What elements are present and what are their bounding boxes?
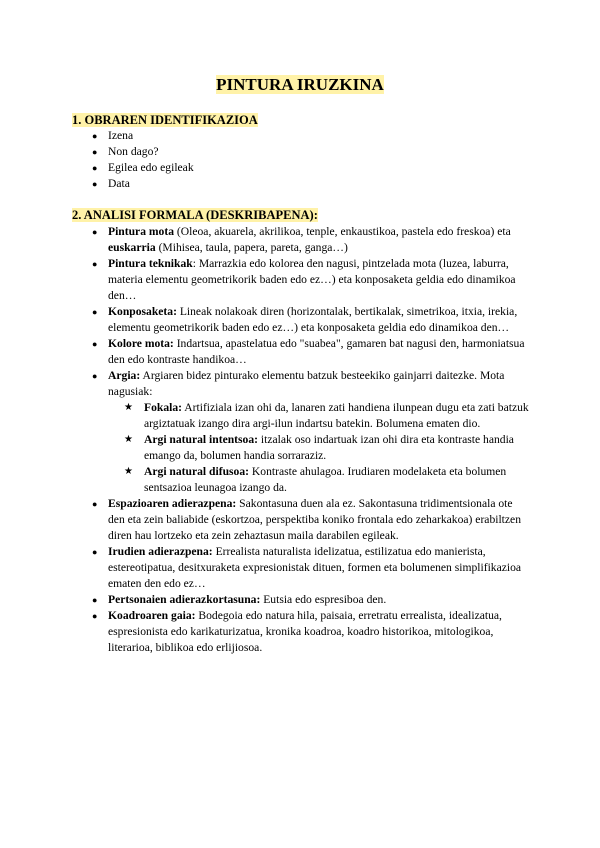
bullet-icon: ● bbox=[92, 339, 98, 349]
list-item: ● Konposaketa: Lineak nolakoak diren (horizontalak, bertikalak, simetrikoa, itxia, irekia, elementu geometrikorik baden edo ez…) eta konposaketa geldia edo dinamikoa den… bbox=[92, 305, 518, 334]
list-item: ● Koadroaren gaia: Bodegoia edo natura hila, paisaia, erretratu errealista, idealizatua, espresionista edo karikaturizatua, kronika koadroa, koadro historikoa, mitologikoa, literarioa, biblikoa edo erlijiosoa. bbox=[92, 609, 502, 654]
bullet-icon: ● bbox=[92, 307, 98, 317]
bullet-icon: ● bbox=[92, 547, 98, 557]
formal-analysis-list bbox=[92, 224, 532, 656]
list-item: ★ Argi natural intentsoa: itzalak oso indartuak izan ohi dira eta kontraste handia emango da, bolumen handia sorraraziz. bbox=[124, 433, 514, 462]
list-item: ★ Fokala: Artifiziala izan ohi da, lanaren zati handiena ilunpean dugu eta zati batzuk argiztatuak izango dira argi-ilun indartsu batekin. Bolumena ematen dio. bbox=[124, 401, 529, 430]
identification-list bbox=[92, 128, 532, 192]
list-item: ● Kolore mota: Indartsua, apastelatua edo "suabea", gamaren bat nagusi den, harmoniatsua den edo kontraste handikoa… bbox=[92, 337, 525, 366]
section-heading-identification: 1. OBRAREN IDENTIFIKAZIOA bbox=[72, 113, 258, 127]
list-item: ★ Argi natural difusoa: Kontraste ahulagoa. Irudiaren modelaketa eta bolumen sentsazioa leunagoa izango da. bbox=[124, 465, 507, 494]
bullet-icon: ● bbox=[92, 499, 98, 509]
bullet-icon: ● bbox=[92, 147, 98, 157]
list-item: ● Espazioaren adierazpena: Sakontasuna duen ala ez. Sakontasuna tridimentsionala ote den eta zein baliabide (eskortzoa, perspektiba koniko frontala edo zeharkakoa) erabiltzen diren hau lortzeko eta zein zehaztasun maila darabilen egileak. bbox=[92, 497, 521, 542]
list-item: ● Pintura teknikak: Marrazkia edo kolorea den nagusi, pintzelada mota (luzea, laburra, materia elementu geometrikorik baden edo ez…) eta konposaketa geldia edo dinamikoa den… bbox=[92, 257, 516, 302]
list-item: ● Izena bbox=[92, 129, 134, 142]
bullet-icon: ● bbox=[92, 179, 98, 189]
light-types-list bbox=[108, 400, 532, 496]
bullet-icon: ● bbox=[92, 131, 98, 141]
star-bullet-icon: ★ bbox=[124, 434, 133, 445]
bullet-icon: ● bbox=[92, 163, 98, 173]
bullet-icon: ● bbox=[92, 371, 98, 381]
bullet-icon: ● bbox=[92, 611, 98, 621]
list-item: ● Egilea edo egileak bbox=[92, 161, 194, 174]
list-item: ● Pintura mota (Oleoa, akuarela, akrilikoa, tenple, enkaustikoa, pastela edo freskoa) eta euskarria (Mihisea, taula, papera, pareta, ganga…) bbox=[92, 225, 511, 254]
bullet-icon: ● bbox=[92, 227, 98, 237]
list-item: ● Data bbox=[92, 177, 130, 190]
list-item: ● Argia: Argiaren bidez pinturako elementu batzuk besteekiko gainjarri daitezke. Mota nagusiak: ★ Fokala: Artifiziala izan ohi da, lanaren zati handiena ilunpean dugu eta zati batzuk argiztatuak izango dira argi-ilun indartsu batekin. Bolumena ematen dio. ★ Argi natural intentsoa: itzalak oso indartuak izan ohi dira eta kontraste handia emango da, bolumen handia sorraraziz. ★ Argi natural difusoa: Kontraste ahulagoa. Irudiaren modelaketa eta bolumen sentsazioa leunagoa izango da. bbox=[92, 368, 532, 496]
list-item: ● Non dago? bbox=[92, 145, 159, 158]
section-heading-formal-analysis: 2. ANALISI FORMALA (DESKRIBAPENA): bbox=[72, 208, 318, 222]
list-item: ● Irudien adierazpena: Errealista naturalista idelizatua, estilizatua edo manierista, estereotipatua, desitxuraketa expresionistak dituen, formen eta bolumenen simplifikazioa ematen den edo ez… bbox=[92, 545, 522, 590]
bullet-icon: ● bbox=[92, 595, 98, 605]
bullet-icon: ● bbox=[92, 259, 98, 269]
list-item: ● Pertsonaien adierazkortasuna: Eutsia edo espresiboa den. bbox=[92, 593, 387, 606]
document-title: PINTURA IRUZKINA bbox=[216, 75, 384, 94]
star-bullet-icon: ★ bbox=[124, 402, 133, 413]
star-bullet-icon: ★ bbox=[124, 466, 133, 477]
